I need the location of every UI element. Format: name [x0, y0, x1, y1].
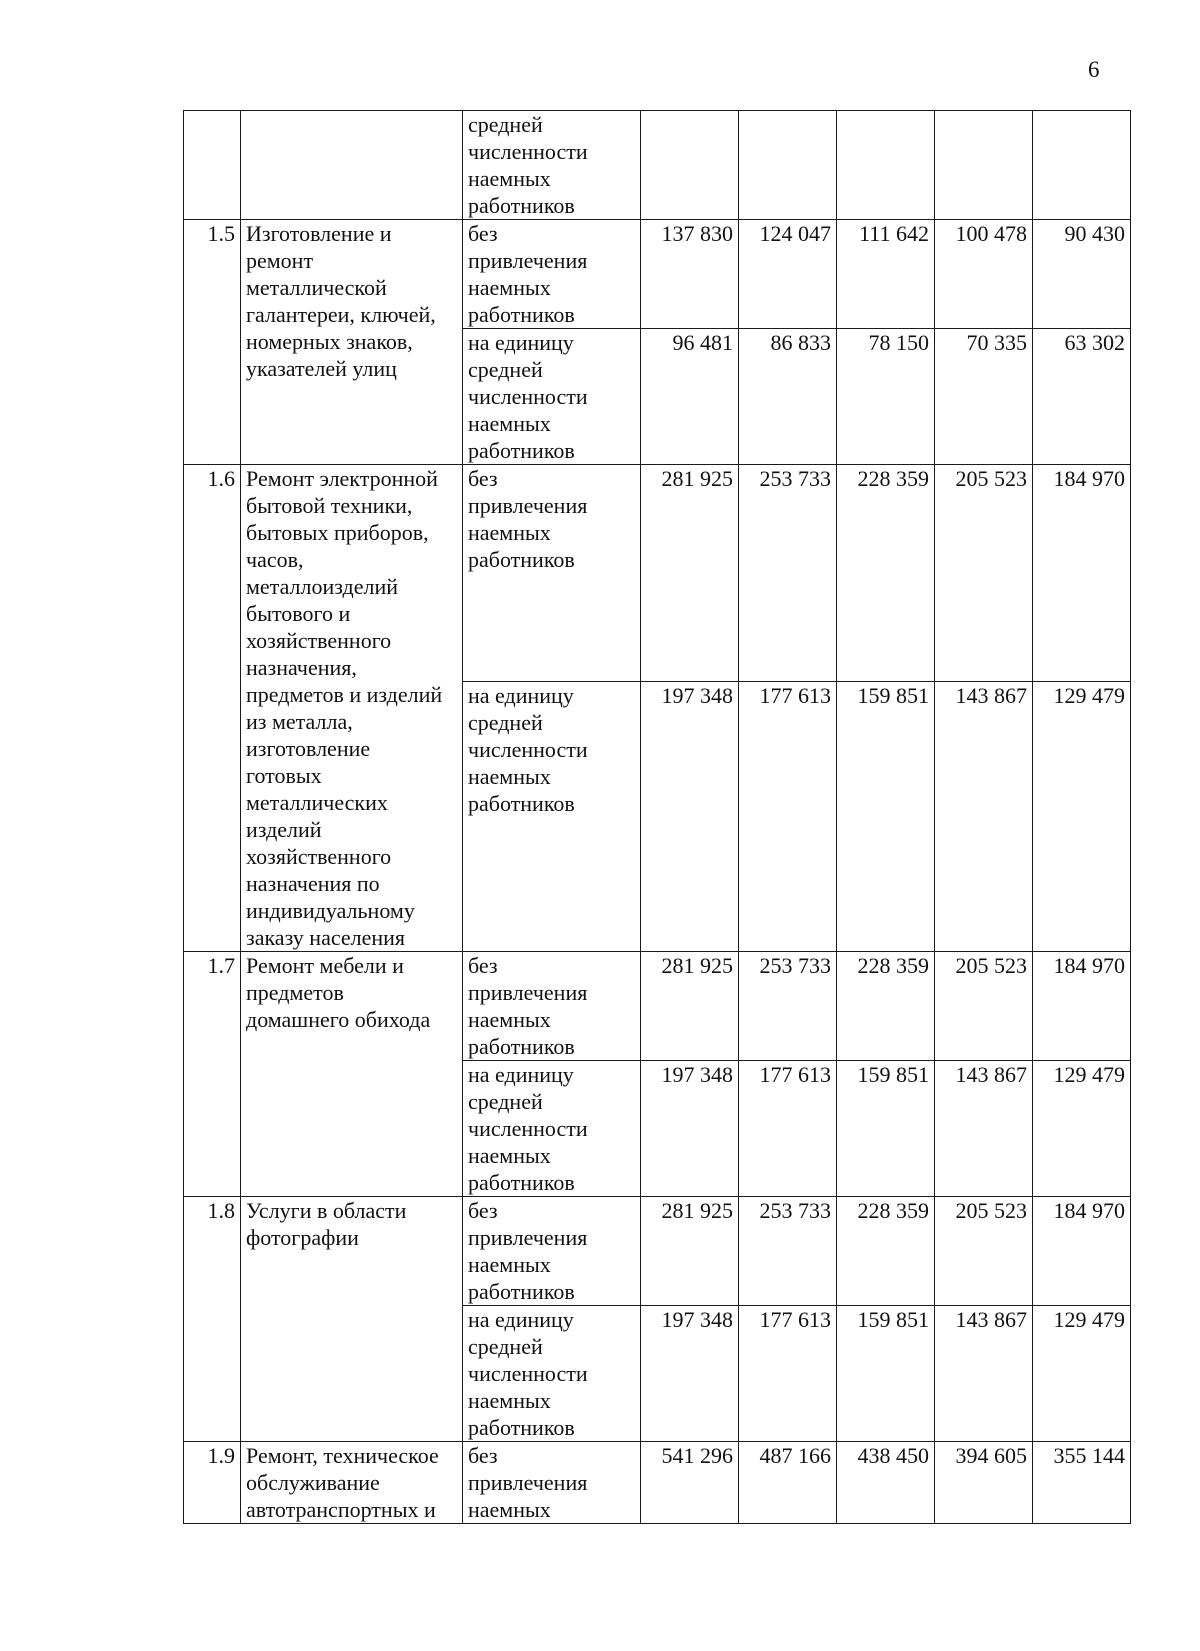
service-name-line: хозяйственного [246, 628, 392, 653]
value-cell-3: 228 359 [837, 952, 935, 1061]
service-name-line: автотранспортных и [246, 1497, 436, 1522]
calculation-basis-line: средней [468, 112, 543, 137]
service-name-line: бытовых приборов, [246, 520, 429, 545]
service-name-line: домашнего обихода [246, 1007, 431, 1032]
calculation-basis-line: без [468, 466, 498, 491]
calculation-basis-line: наемных [468, 166, 551, 191]
calculation-basis-line: наемных [468, 411, 551, 436]
service-name-line: галантереи, ключей, [246, 302, 436, 327]
page-number: 6 [1088, 57, 1100, 82]
value-cell-5: 129 479 [1033, 1306, 1131, 1442]
calculation-basis-line: работников [468, 1279, 575, 1304]
value-cell-1: 281 925 [641, 952, 739, 1061]
service-name-line: металлоизделий [246, 574, 399, 599]
service-name-line: Ремонт, техническое [246, 1443, 439, 1468]
value-cell-3: 111 642 [837, 220, 935, 329]
service-name-line: ремонт [246, 248, 314, 273]
calculation-basis-line: наемных [468, 1497, 551, 1522]
table-row [184, 220, 1131, 329]
calculation-basis-line: наемных [468, 1143, 551, 1168]
service-name-line: назначения по [246, 871, 380, 896]
calculation-basis-line: привлечения [468, 1470, 588, 1495]
calculation-basis-line: без [468, 953, 498, 978]
service-name-line: обслуживание [246, 1470, 380, 1495]
calculation-basis-line: на единицу [468, 1307, 574, 1332]
table-row [184, 952, 1131, 1061]
item-number-line: 1.5 [207, 221, 235, 246]
service-name-line: изделий [246, 817, 322, 842]
calculation-basis-line: работников [468, 790, 575, 816]
value-cell-1: 197 348 [641, 1061, 739, 1197]
calculation-basis-line: работников [468, 1170, 575, 1195]
service-name-line: изготовление [246, 736, 371, 761]
value-cell-4: 143 867 [935, 681, 1033, 951]
service-name-line: указателей улиц [246, 356, 397, 381]
value-cell-1: 137 830 [641, 220, 739, 329]
calculation-basis-line: наемных [468, 1007, 551, 1032]
value-cell-5: 129 479 [1033, 1061, 1131, 1197]
calculation-basis-line: наемных [468, 763, 551, 789]
value-cell-2: 253 733 [739, 1197, 837, 1306]
item-number [184, 465, 241, 952]
item-number [184, 1197, 241, 1442]
value-cell-5: 184 970 [1033, 1197, 1131, 1306]
value-cell-3 [837, 111, 935, 220]
calculation-basis-line: на единицу [468, 330, 574, 355]
value-cell-2 [739, 111, 837, 220]
value-cell-3: 78 150 [837, 329, 935, 465]
calculation-basis-line: наемных [468, 275, 551, 300]
calculation-basis [463, 1061, 641, 1197]
calculation-basis-line: работников [468, 547, 575, 572]
calculation-basis-line: численности [468, 1116, 588, 1141]
service-name [241, 1197, 463, 1442]
item-number [184, 1442, 241, 1524]
value-cell-3: 228 359 [837, 1197, 935, 1306]
calculation-basis-line: без [468, 1443, 498, 1468]
value-cell-3: 159 851 [837, 1306, 935, 1442]
service-name-line: Услуги в области [246, 1198, 407, 1223]
calculation-basis-line: работников [468, 193, 575, 218]
calculation-basis-line: наемных [468, 1388, 551, 1413]
value-cell-1: 96 481 [641, 329, 739, 465]
item-number [184, 220, 241, 465]
service-name [241, 220, 463, 465]
value-cell-1: 281 925 [641, 465, 739, 682]
tariff-table [183, 110, 1131, 1524]
calculation-basis-line: средней [468, 1089, 543, 1114]
service-name-line: бытовой техники, [246, 493, 413, 518]
value-cell-5: 355 144 [1033, 1442, 1131, 1524]
item-number-line: 1.9 [207, 1443, 235, 1468]
calculation-basis-line: привлечения [468, 493, 588, 518]
value-cell-3: 159 851 [837, 1061, 935, 1197]
value-cell-2: 253 733 [739, 465, 837, 682]
service-name-line: металлических [246, 790, 388, 815]
calculation-basis-line: на единицу [468, 682, 574, 708]
service-name-line: хозяйственного [246, 844, 392, 869]
value-cell-4: 205 523 [935, 465, 1033, 682]
calculation-basis [463, 952, 641, 1061]
calculation-basis-line: численности [468, 736, 588, 762]
value-cell-4: 394 605 [935, 1442, 1033, 1524]
value-cell-4: 70 335 [935, 329, 1033, 465]
service-name-line: Ремонт электронной [246, 466, 438, 491]
value-cell-2: 487 166 [739, 1442, 837, 1524]
value-cell-4: 205 523 [935, 1197, 1033, 1306]
table-row [184, 1197, 1131, 1306]
calculation-basis-line: численности [468, 384, 588, 409]
table-row [184, 465, 1131, 682]
value-cell-4: 143 867 [935, 1306, 1033, 1442]
service-name-line: Изготовление и [246, 221, 392, 246]
service-name-line: Ремонт мебели и [246, 953, 404, 978]
service-name-line: предметов и изделий [246, 682, 443, 707]
service-name [241, 465, 463, 952]
service-name [241, 1442, 463, 1524]
value-cell-2: 253 733 [739, 952, 837, 1061]
calculation-basis-line: без [468, 1198, 498, 1223]
item-number-line: 1.6 [207, 466, 235, 491]
service-name [241, 111, 463, 220]
calculation-basis-line: наемных [468, 1252, 551, 1277]
service-name-line: из металла, [246, 709, 353, 734]
value-cell-1: 197 348 [641, 1306, 739, 1442]
value-cell-4: 100 478 [935, 220, 1033, 329]
calculation-basis [463, 465, 641, 682]
service-name-line: назначения, [246, 655, 357, 680]
value-cell-1: 281 925 [641, 1197, 739, 1306]
value-cell-1 [641, 111, 739, 220]
calculation-basis-line: привлечения [468, 980, 588, 1005]
calculation-basis [463, 1197, 641, 1306]
service-name-line: часов, [246, 547, 304, 572]
value-cell-5 [1033, 111, 1131, 220]
value-cell-4 [935, 111, 1033, 220]
value-cell-4: 205 523 [935, 952, 1033, 1061]
calculation-basis-line: привлечения [468, 1225, 588, 1250]
value-cell-2: 177 613 [739, 1061, 837, 1197]
value-cell-2: 177 613 [739, 1306, 837, 1442]
service-name-line: фотографии [246, 1225, 359, 1250]
service-name-line: предметов [246, 980, 344, 1005]
calculation-basis-line: средней [468, 1334, 543, 1359]
calculation-basis [463, 1306, 641, 1442]
item-number-line: 1.7 [207, 953, 235, 978]
service-name [241, 952, 463, 1197]
calculation-basis-line: работников [468, 438, 575, 463]
calculation-basis [463, 1442, 641, 1524]
service-name-line: индивидуальному [246, 898, 415, 923]
value-cell-5: 184 970 [1033, 465, 1131, 682]
calculation-basis-line: средней [468, 709, 543, 735]
calculation-basis [463, 681, 641, 951]
service-name-line: заказу населения [246, 925, 406, 950]
value-cell-3: 438 450 [837, 1442, 935, 1524]
calculation-basis-line: на единицу [468, 1062, 574, 1087]
item-number [184, 952, 241, 1197]
item-number-line: 1.8 [207, 1198, 235, 1223]
calculation-basis [463, 111, 641, 220]
value-cell-5: 63 302 [1033, 329, 1131, 465]
table-row [184, 111, 1131, 220]
calculation-basis-line: работников [468, 1034, 575, 1059]
calculation-basis [463, 220, 641, 329]
value-cell-2: 124 047 [739, 220, 837, 329]
service-name-line: металлической [246, 275, 387, 300]
calculation-basis-line: работников [468, 1415, 575, 1440]
value-cell-5: 90 430 [1033, 220, 1131, 329]
value-cell-4: 143 867 [935, 1061, 1033, 1197]
value-cell-3: 228 359 [837, 465, 935, 682]
value-cell-5: 184 970 [1033, 952, 1131, 1061]
table-body [184, 111, 1131, 1524]
service-name-line: бытового и [246, 601, 351, 626]
calculation-basis-line: работников [468, 302, 575, 327]
calculation-basis-line: численности [468, 1361, 588, 1386]
service-name-line: номерных знаков, [246, 329, 413, 354]
value-cell-3: 159 851 [837, 681, 935, 951]
value-cell-2: 86 833 [739, 329, 837, 465]
calculation-basis-line: средней [468, 357, 543, 382]
value-cell-1: 197 348 [641, 681, 739, 951]
table-row [184, 1442, 1131, 1524]
value-cell-5: 129 479 [1033, 681, 1131, 951]
calculation-basis-line: без [468, 221, 498, 246]
item-number [184, 111, 241, 220]
value-cell-2: 177 613 [739, 681, 837, 951]
service-name-line: готовых [246, 763, 322, 788]
calculation-basis [463, 329, 641, 465]
value-cell-1: 541 296 [641, 1442, 739, 1524]
calculation-basis-line: наемных [468, 520, 551, 545]
calculation-basis-line: численности [468, 139, 588, 164]
calculation-basis-line: привлечения [468, 248, 588, 273]
